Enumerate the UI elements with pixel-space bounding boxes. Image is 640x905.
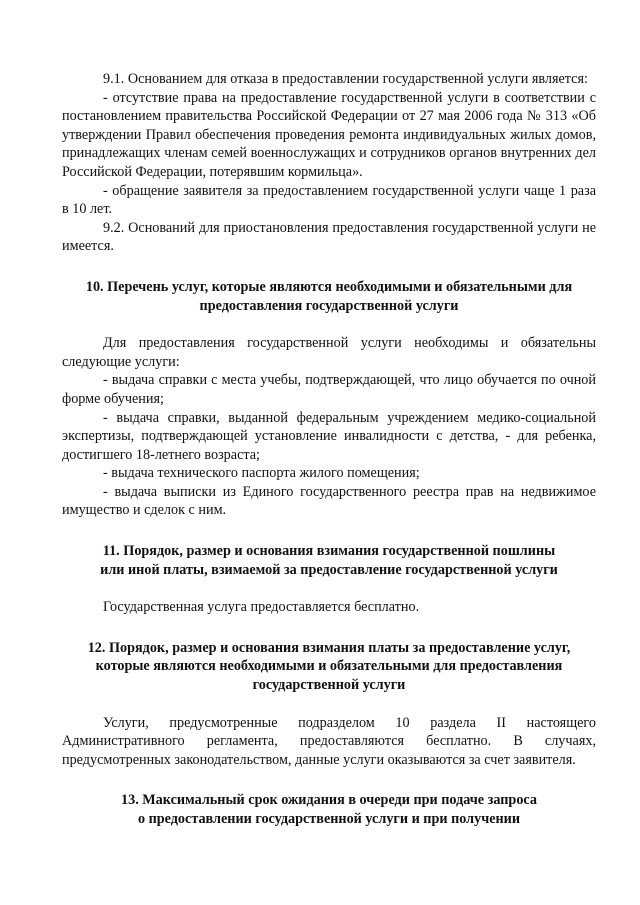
section-13-heading [62,791,596,828]
section-12-heading-line-2: которые являются необходимыми и обязательными для предоставления [95,658,563,675]
section-11-heading-line-2: или иной платы, взимаемой за предоставление государственной услуги [100,561,558,578]
section-12-heading [62,639,596,695]
section-10-heading-line-1: 10. Перечень услуг, которые являются необходимыми и обязательными для [85,278,573,295]
paragraph-9-2: 9.2. Оснований для приостановления предоставления государственной услуги не имеется. [62,219,596,255]
section-11-heading-line-1: 11. Порядок, размер и основания взимания государственной пошлины [102,543,556,560]
section-12-heading-line-3: государственной услуги [252,677,406,694]
paragraph-9-1: 9.1. Основанием для отказа в предоставлении государственной услуги является: [103,71,588,87]
section-12-text: Услуги, предусмотренные подразделом 10 раздела II настоящего Административного регламента, предоставляются бесплатно. В случаях, предусмотренных законодательством, данные услуги оказываются за счет заявителя. [62,714,596,768]
paragraph-9-1-item-2: - обращение заявителя за предоставлением государственной услуги чаще 1 раза в 10 лет. [62,182,596,218]
section-10-item-3: - выдача технического паспорта жилого помещения; [103,465,420,482]
section-12-heading-line-1: 12. Порядок, размер и основания взимания платы за предоставление услуг, [87,639,571,656]
paragraph-9-1-item-1: - отсутствие права на предоставление государственной услуги в соответствии с постановлением правительства Российской Федерации от 27 мая 2006 года № 313 «Об утверждении Правил обеспечения проведения ремонта индивидуальных жилых домов, принадлежащих членам семей военнослужащих и сотрудников органов внутренних дел Российской Федерации, потерявшим кормильца». [62,89,596,180]
section-11-heading [62,542,596,579]
section-10-item-4: - выдача выписки из Единого государственного реестра прав на недвижимое имущество и сделок с ним. [62,483,596,519]
section-11-text: Государственная услуга предоставляется бесплатно. [103,599,420,616]
section-10-item-2: - выдача справки, выданной федеральным учреждением медико-социальной экспертизы, подтверждающей установление инвалидности с детства, - для ребенка, достигшего 18-летнего возраста; [62,409,596,463]
section-10-intro: Для предоставления государственной услуги необходимы и обязательны следующие услуги: [62,335,596,370]
section-13-heading-line-1: 13. Максимальный срок ожидания в очереди при подаче запроса [121,792,537,809]
section-10-heading-line-2: предоставления государственной услуги [199,297,459,314]
section-10-item-1: - выдача справки с места учебы, подтверждающей, что лицо обучается по очной форме обучения; [62,372,596,407]
document-page [62,70,596,829]
section-13-heading-line-2: о предоставлении государственной услуги и при получении [137,811,521,827]
section-10-heading [62,278,596,315]
